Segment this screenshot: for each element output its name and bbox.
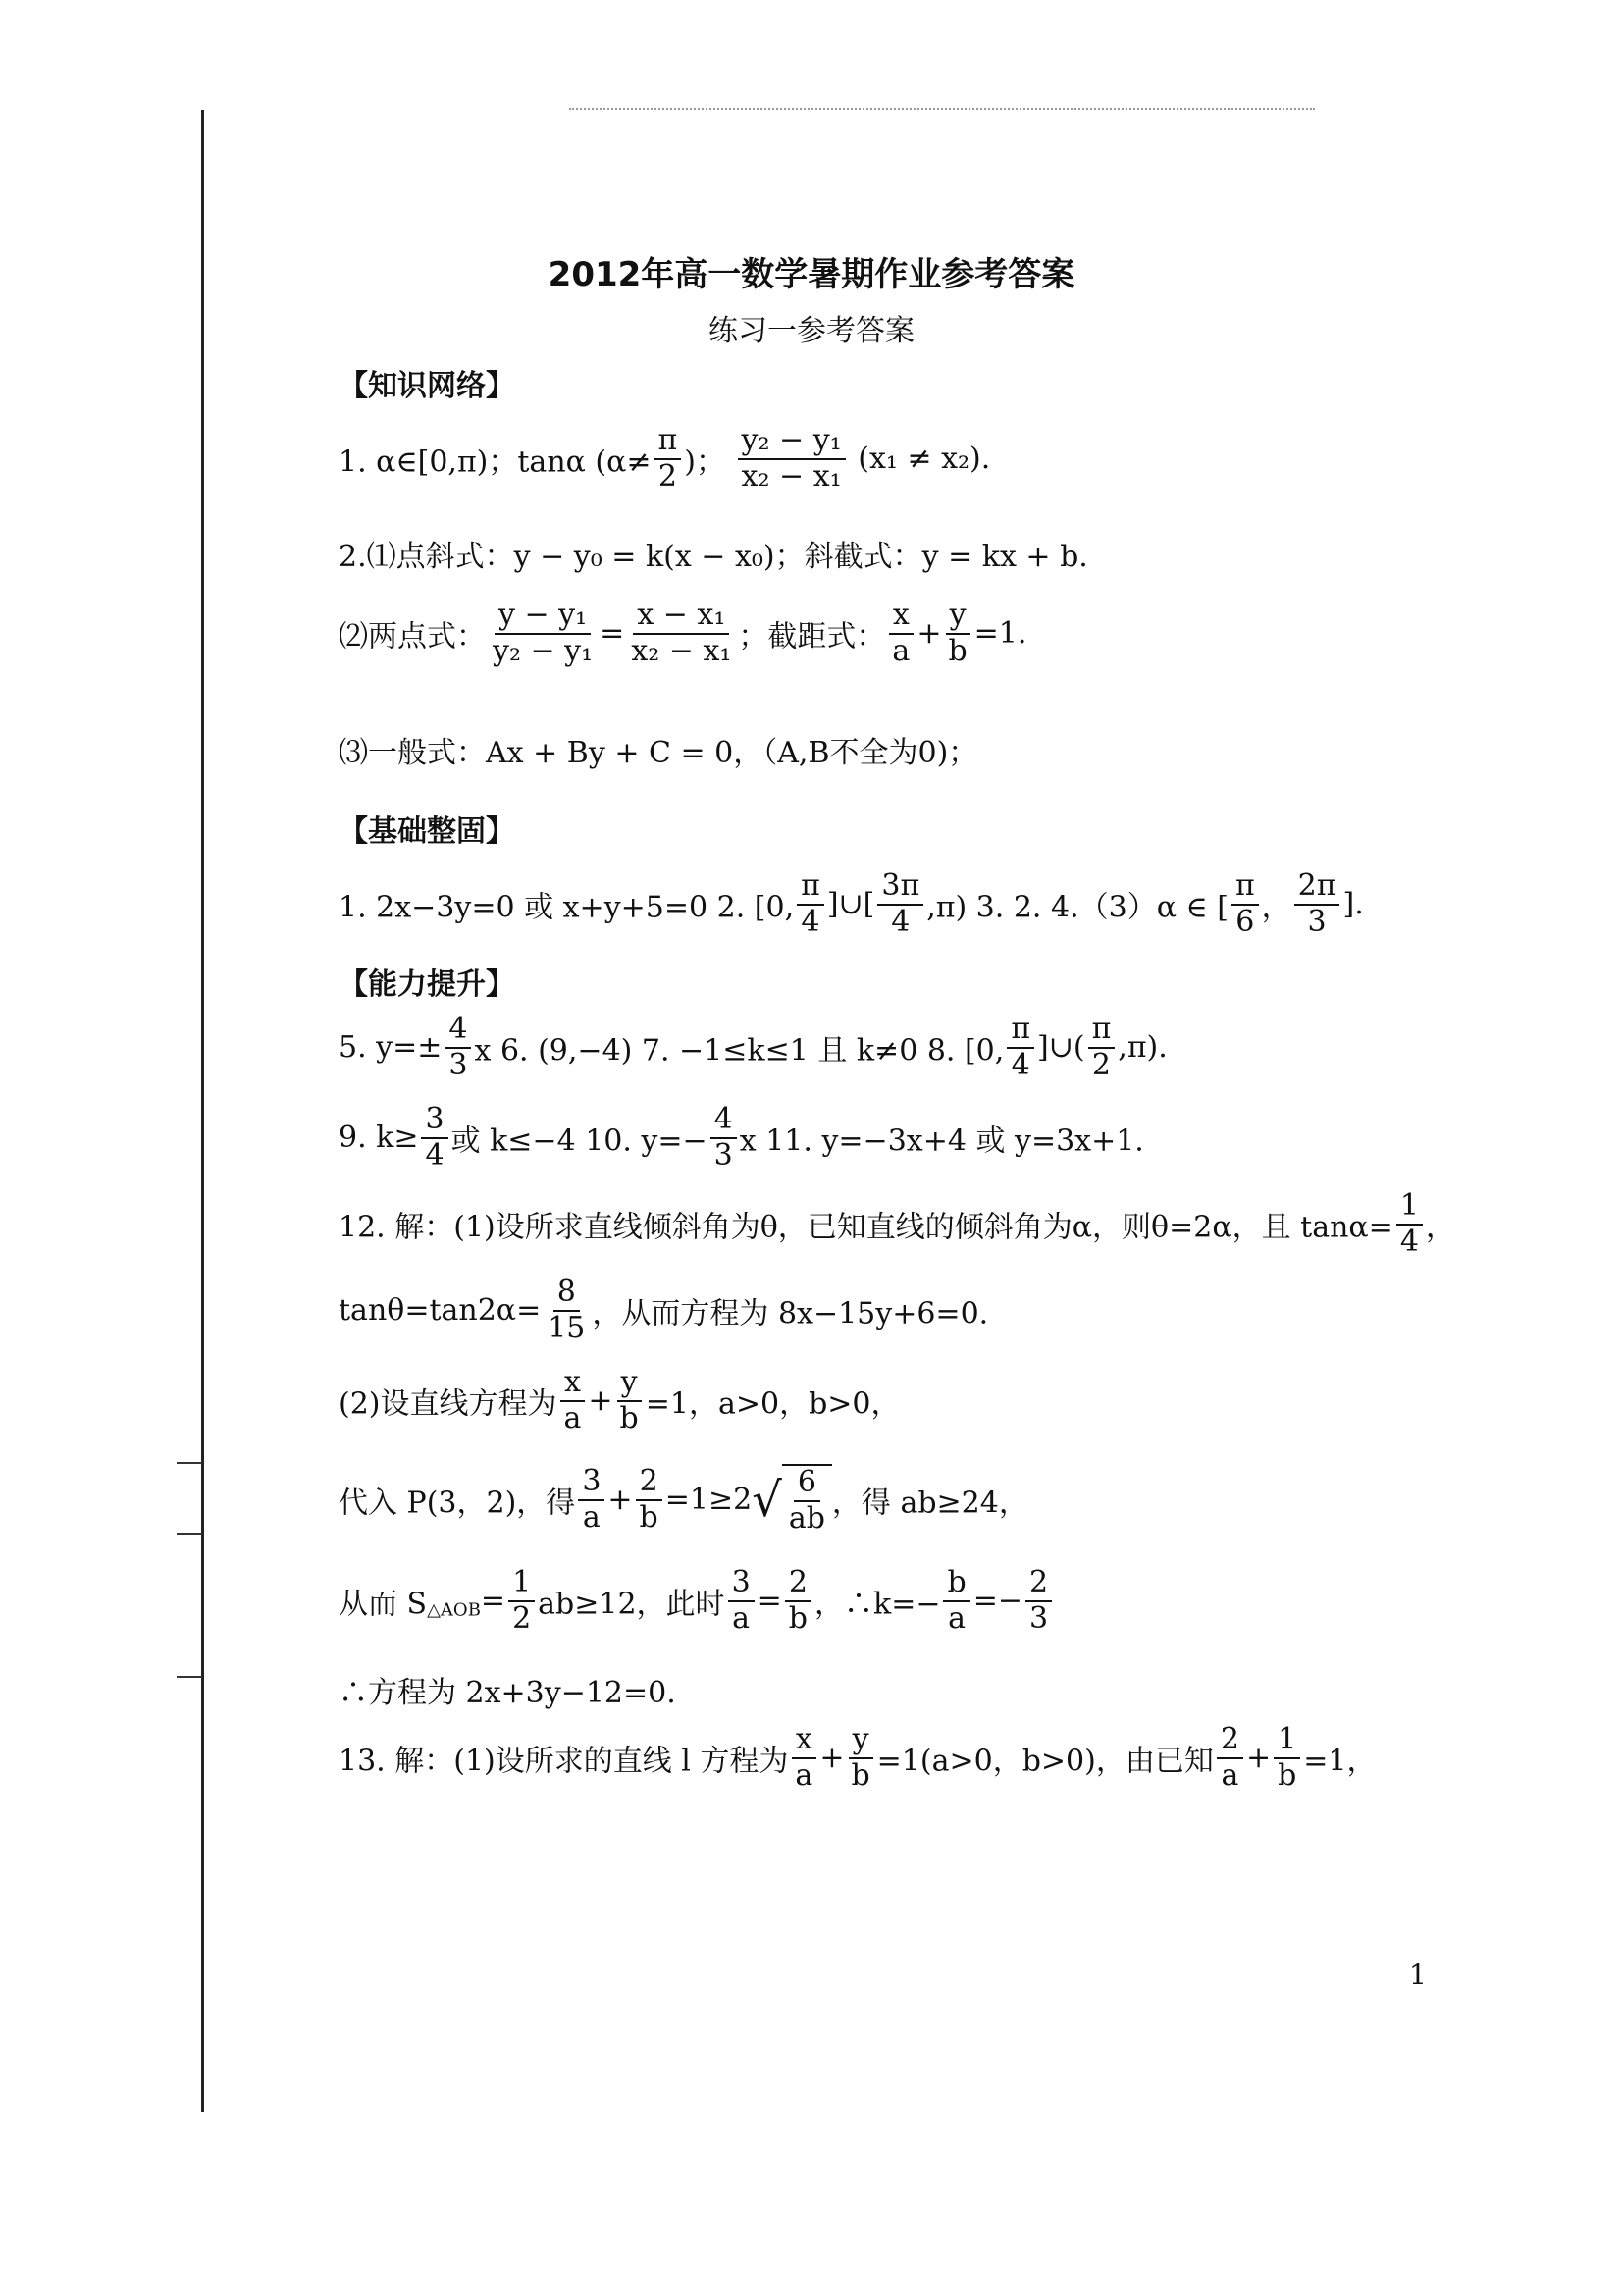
fraction: $\frac{y}{b}$ [847, 1723, 873, 1793]
edge-mark [177, 1676, 202, 1678]
page-number: 1 [1409, 1958, 1427, 1991]
knowledge-item-2-1: 2.⑴点斜式：y − y₀ = k(x − x₀)；斜截式：y = kx + b. [339, 540, 1088, 574]
solution-12-part2: (2)设直线方程为 $\frac{x}{a}$ + $\frac{y}{b}$ =1，a>0，b>0， [339, 1365, 901, 1435]
fraction: $\frac{x}{a}$ [888, 599, 914, 668]
fraction: $\frac{b}{a}$ [943, 1566, 969, 1636]
fraction: $\frac{4}{3}$ [710, 1103, 737, 1173]
fraction: $\frac{\text{x − x₁}}{\text{x₂ − x₁}}$ [631, 598, 732, 668]
page-title: 2012年高一数学暑期作业参考答案 [548, 255, 1075, 294]
fraction: $\frac{1}{2}$ [508, 1566, 535, 1636]
section-heading-ability: 【能力提升】 [339, 967, 515, 1002]
edge-mark [177, 1462, 202, 1464]
fraction: $\frac{\pi}{4}$ [1007, 1013, 1034, 1082]
fraction: $\frac{\pi}{6}$ [1231, 869, 1259, 939]
fraction: $\frac{3}{4}$ [421, 1103, 447, 1173]
fraction: $\frac{\text{y₂ − y₁}}{\text{x₂ − x₁}}$ [738, 424, 846, 494]
scan-artifact [569, 108, 1315, 112]
solution-12-area: 从而 $S_{\triangle AOB}=$ $\frac{1}{2}$ ab≥12，此时 $\frac{3}{a}$ = $\frac{2}{b}$ ，∴k=− $\frac{b}{a}$ =− $\frac{2}{3}$ [339, 1566, 1055, 1636]
fraction: $\frac{1}{4}$ [1396, 1189, 1423, 1259]
knowledge-item-2-2: ⑵两点式： $\frac{\text{y − y₁}}{\text{y₂ − y₁}}$ = $\frac{\text{x − x₁}}{\text{x₂ − x₁}}$ ；截距式： $\frac{x}{a}$ + $\frac{y}{b}$ =1. [339, 598, 1027, 668]
fraction: $\frac{8}{15}$ [548, 1275, 586, 1345]
knowledge-item-2-3: ⑶一般式：Ax + By + C = 0，（A,B不全为0)； [339, 736, 978, 770]
fraction: $\frac{x}{a}$ [560, 1366, 586, 1435]
fraction: $\frac{2}{a}$ [1217, 1723, 1243, 1793]
fraction: $\frac{\pi}{2}$ [1088, 1013, 1116, 1082]
fraction: $\frac{1}{b}$ [1274, 1723, 1300, 1793]
solution-12-part1: 12. 解：(1)设所求直线倾斜角为θ，已知直线的倾斜角为α，则θ=2α，且 tanα= $\frac{1}{4}$ ， [339, 1188, 1455, 1259]
fraction: $\frac{y}{b}$ [944, 599, 970, 668]
fraction: $\frac{2}{b}$ [785, 1566, 812, 1636]
section-heading-basic: 【基础整固】 [339, 814, 515, 849]
binding-line [201, 110, 204, 2112]
fraction: $\frac{y}{b}$ [616, 1366, 643, 1435]
ability-answers-5-8: 5. y=± $\frac{4}{3}$ x 6. (9,−4) 7. −1≤k≤1 且 k≠0 8. [0, $\frac{\pi}{4}$ ]∪( $\frac{\pi}{2}$ ,π). [339, 1012, 1168, 1082]
knowledge-item-1: 1. α∈[0,π)；tanα (α≠ $\frac{\pi}{2}$ )； $\frac{\text{y₂ − y₁}}{\text{x₂ − x₁}}$ (x₁ ≠ x₂). [339, 423, 991, 494]
basic-answers: 1. 2x−3y=0 或 x+y+5=0 2. [0, $\frac{\pi}{4}$ ]∪[ $\frac{3\pi}{4}$ ,π) 3. 2. 4.（3）α ∈ [ $\frac{\pi}{6}$ ， $\frac{2\pi}{3}$ ]. [339, 868, 1364, 939]
fraction: $\frac{4}{3}$ [445, 1013, 471, 1082]
fraction: $\frac{x}{a}$ [791, 1723, 816, 1793]
fraction: $\frac{\text{y − y₁}}{\text{y₂ − y₁}}$ [493, 598, 594, 668]
section-heading-knowledge: 【知识网络】 [339, 369, 515, 403]
square-root: √ $\frac{6}{ab}$ [752, 1464, 832, 1536]
fraction: $\frac{6}{ab}$ [788, 1465, 825, 1536]
ability-answers-9-11: 9. k≥ $\frac{3}{4}$ 或 k≤−4 10. y=− $\frac{4}{3}$ x 11. y=−3x+4 或 y=3x+1. [339, 1102, 1144, 1173]
edge-mark [177, 1533, 202, 1535]
fraction: $\frac{3}{a}$ [578, 1465, 604, 1535]
solution-12-result: ∴方程为 2x+3y−12=0. [339, 1676, 676, 1710]
solution-12-tan: tanθ=tan2α= $\frac{8}{15}$ ，从而方程为 8x−15y+6=0. [339, 1275, 989, 1345]
solution-13-part1: 13. 解：(1)设所求的直线 l 方程为 $\frac{x}{a}$ + $\frac{y}{b}$ =1(a>0，b>0)，由已知 $\frac{2}{a}$ + $\frac{1}{b}$ =1， [339, 1722, 1377, 1793]
solution-12-substitute: 代入 P(3，2)，得 $\frac{3}{a}$ + $\frac{2}{b}$ =1≥2 √ $\frac{6}{ab}$ ，得 ab≥24， [339, 1464, 1028, 1536]
fraction: $\frac{\pi}{2}$ [654, 424, 682, 494]
fraction: $\frac{3}{a}$ [728, 1566, 755, 1636]
fraction: $\frac{2}{b}$ [636, 1465, 662, 1535]
fraction: $\frac{\pi}{4}$ [797, 869, 824, 939]
page-subtitle: 练习一参考答案 [708, 314, 915, 348]
fraction: $\frac{2}{3}$ [1025, 1566, 1052, 1636]
fraction: $\frac{3\pi}{4}$ [877, 869, 923, 939]
fraction: $\frac{2\pi}{3}$ [1294, 869, 1340, 939]
